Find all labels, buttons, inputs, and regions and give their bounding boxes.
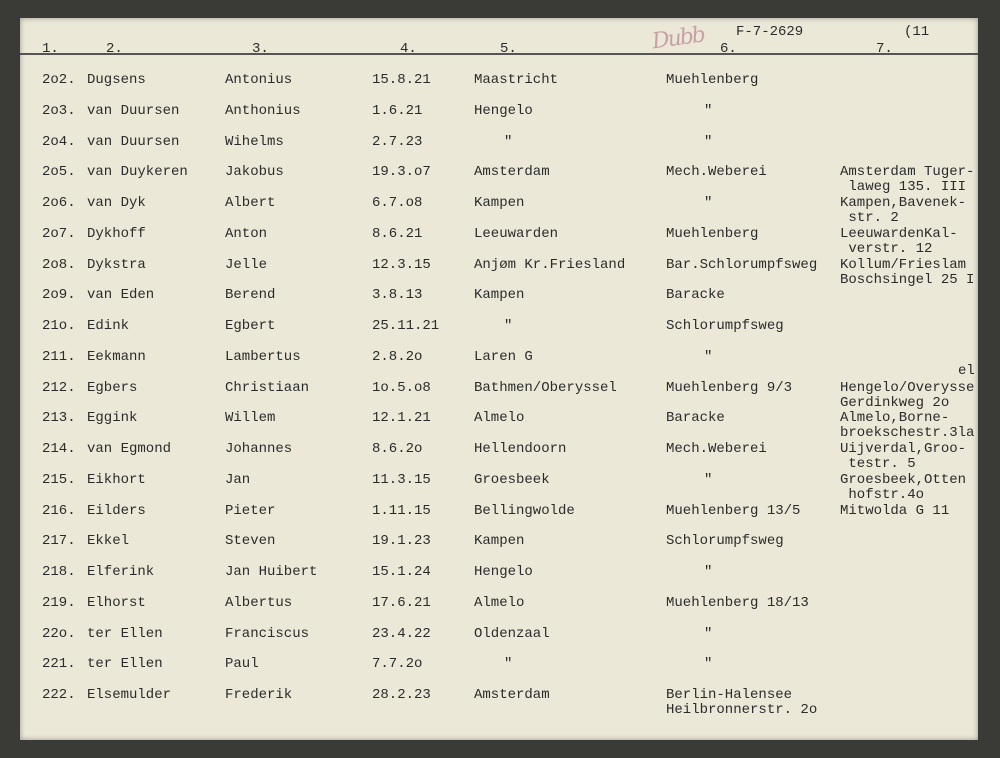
cell-camp: " [704, 349, 713, 365]
cell-birthplace: Laren G [474, 349, 533, 365]
cell-camp: Mech.Weberei [666, 441, 767, 457]
cell-given: Franciscus [225, 626, 310, 642]
cell-given: Berend [225, 287, 276, 303]
column-number-1: 1. [42, 41, 59, 57]
cell-surname: van Duursen [87, 134, 180, 150]
cell-camp: Muehlenberg 18/13 [666, 595, 809, 611]
cell-given: Paul [225, 656, 259, 672]
cell-camp: " [704, 626, 713, 642]
cell-given: Frederik [225, 687, 293, 703]
cell-born: 8.6.21 [372, 226, 423, 242]
cell-address: LeeuwardenKal- verstr. 12 [840, 226, 958, 257]
cell-no: 213. [42, 410, 76, 426]
cell-no: 2o3. [42, 103, 76, 119]
cell-birthplace: Kampen [474, 287, 525, 303]
cell-address: Groesbeek,Otten hofstr.4o [840, 472, 967, 503]
column-number-6: 6. [720, 41, 737, 57]
cell-surname: Elsemulder [87, 687, 172, 703]
cell-born: 7.7.2o [372, 656, 423, 672]
cell-born: 17.6.21 [372, 595, 431, 611]
cell-given: Antonius [225, 72, 293, 88]
cell-camp: Baracke [666, 410, 725, 426]
cell-camp: Berlin-Halensee Heilbronnerstr. 2o [666, 687, 818, 718]
cell-born: 2.8.2o [372, 349, 423, 365]
header-rule [20, 53, 978, 55]
cell-given: Albert [225, 195, 276, 211]
cell-address: Kollum/Frieslam Boschsingel 25 I [840, 257, 975, 288]
column-number-4: 4. [400, 41, 417, 57]
cell-born: 2.7.23 [372, 134, 423, 150]
cell-birthplace: Maastricht [474, 72, 559, 88]
cell-surname: van Egmond [87, 441, 172, 457]
cell-given: Anthonius [225, 103, 301, 119]
cell-given: Jan Huibert [225, 564, 318, 580]
cell-no: 21o. [42, 318, 76, 334]
cell-born: 1.6.21 [372, 103, 423, 119]
cell-birthplace: Oldenzaal [474, 626, 550, 642]
cell-born: 19.3.o7 [372, 164, 431, 180]
cell-born: 3.8.13 [372, 287, 423, 303]
margin-note: el [958, 363, 975, 379]
cell-camp: Muehlenberg 13/5 [666, 503, 801, 519]
cell-birthplace: " [504, 656, 513, 672]
cell-birthplace: Amsterdam [474, 687, 550, 703]
cell-birthplace: Almelo [474, 410, 525, 426]
cell-camp: Mech.Weberei [666, 164, 767, 180]
cell-camp: " [704, 656, 713, 672]
page-number: (11 [904, 24, 930, 40]
cell-no: 22o. [42, 626, 76, 642]
cell-no: 216. [42, 503, 76, 519]
cell-born: 11.3.15 [372, 472, 431, 488]
cell-no: 219. [42, 595, 76, 611]
cell-no: 2o9. [42, 287, 76, 303]
cell-born: 15.1.24 [372, 564, 431, 580]
cell-address: Uijverdal,Groo- testr. 5 [840, 441, 967, 472]
cell-surname: van Duursen [87, 103, 180, 119]
cell-birthplace: Hellendoorn [474, 441, 567, 457]
record-card [20, 18, 978, 740]
cell-born: 23.4.22 [372, 626, 431, 642]
cell-no: 2o4. [42, 134, 76, 150]
cell-no: 2o6. [42, 195, 76, 211]
cell-birthplace: Hengelo [474, 564, 533, 580]
cell-camp: Bar.Schlorumpfsweg [666, 257, 818, 273]
cell-surname: Eilders [87, 503, 146, 519]
cell-born: 1.11.15 [372, 503, 431, 519]
cell-given: Pieter [225, 503, 276, 519]
cell-birthplace: " [504, 134, 513, 150]
cell-no: 221. [42, 656, 76, 672]
cell-surname: Egbers [87, 380, 138, 396]
cell-surname: van Eden [87, 287, 155, 303]
cell-camp: " [704, 472, 713, 488]
cell-camp: Muehlenberg 9/3 [666, 380, 793, 396]
column-number-5: 5. [500, 41, 517, 57]
cell-address: Mitwolda G 11 [840, 503, 950, 519]
cell-camp: Baracke [666, 287, 725, 303]
cell-given: Anton [225, 226, 268, 242]
reference-number: F-7-2629 [736, 24, 804, 40]
cell-address: Almelo,Borne- broekschestr.3la [840, 410, 975, 441]
cell-surname: Ekkel [87, 533, 130, 549]
cell-given: Lambertus [225, 349, 301, 365]
cell-surname: Eggink [87, 410, 138, 426]
cell-given: Jakobus [225, 164, 284, 180]
cell-no: 2o7. [42, 226, 76, 242]
cell-given: Jan [225, 472, 251, 488]
cell-no: 2o2. [42, 72, 76, 88]
cell-birthplace: Kampen [474, 195, 525, 211]
cell-surname: Dykstra [87, 257, 146, 273]
cell-surname: Elferink [87, 564, 155, 580]
cell-born: 12.1.21 [372, 410, 431, 426]
cell-camp: Muehlenberg [666, 226, 759, 242]
column-number-2: 2. [106, 41, 123, 57]
cell-no: 214. [42, 441, 76, 457]
cell-camp: " [704, 564, 713, 580]
cell-surname: Dugsens [87, 72, 146, 88]
cell-born: 6.7.o8 [372, 195, 423, 211]
pencil-annotation: Dubb [650, 22, 706, 55]
cell-surname: ter Ellen [87, 656, 163, 672]
cell-birthplace: Almelo [474, 595, 525, 611]
cell-birthplace: Hengelo [474, 103, 533, 119]
cell-no: 218. [42, 564, 76, 580]
cell-birthplace: " [504, 318, 513, 334]
cell-camp: " [704, 103, 713, 119]
cell-given: Christiaan [225, 380, 310, 396]
cell-given: Albertus [225, 595, 293, 611]
cell-no: 222. [42, 687, 76, 703]
cell-no: 217. [42, 533, 76, 549]
cell-surname: ter Ellen [87, 626, 163, 642]
cell-born: 19.1.23 [372, 533, 431, 549]
cell-born: 25.11.21 [372, 318, 440, 334]
cell-camp: " [704, 134, 713, 150]
cell-birthplace: Amsterdam [474, 164, 550, 180]
cell-born: 8.6.2o [372, 441, 423, 457]
cell-birthplace: Leeuwarden [474, 226, 559, 242]
cell-given: Steven [225, 533, 276, 549]
cell-given: Willem [225, 410, 276, 426]
cell-camp: Schlorumpfsweg [666, 318, 784, 334]
cell-born: 15.8.21 [372, 72, 431, 88]
cell-given: Johannes [225, 441, 293, 457]
cell-birthplace: Bathmen/Oberyssel [474, 380, 617, 396]
cell-surname: Eikhort [87, 472, 146, 488]
cell-surname: Edink [87, 318, 130, 334]
cell-no: 215. [42, 472, 76, 488]
cell-birthplace: Bellingwolde [474, 503, 575, 519]
cell-address: Hengelo/Overysse Gerdinkweg 2o [840, 380, 975, 411]
cell-camp: Muehlenberg [666, 72, 759, 88]
cell-no: 2o5. [42, 164, 76, 180]
cell-camp: " [704, 195, 713, 211]
cell-surname: van Duykeren [87, 164, 188, 180]
cell-no: 212. [42, 380, 76, 396]
cell-address: Amsterdam Tuger- laweg 135. III [840, 164, 975, 195]
cell-given: Jelle [225, 257, 268, 273]
cell-no: 2o8. [42, 257, 76, 273]
cell-born: 12.3.15 [372, 257, 431, 273]
cell-birthplace: Kampen [474, 533, 525, 549]
cell-camp: Schlorumpfsweg [666, 533, 784, 549]
cell-born: 28.2.23 [372, 687, 431, 703]
cell-surname: Eekmann [87, 349, 146, 365]
cell-surname: van Dyk [87, 195, 146, 211]
cell-born: 1o.5.o8 [372, 380, 431, 396]
cell-surname: Dykhoff [87, 226, 146, 242]
cell-surname: Elhorst [87, 595, 146, 611]
cell-birthplace: Groesbeek [474, 472, 550, 488]
cell-birthplace: Anjøm Kr.Friesland [474, 257, 626, 273]
cell-no: 211. [42, 349, 76, 365]
column-number-7: 7. [876, 41, 893, 57]
cell-given: Wihelms [225, 134, 284, 150]
column-number-3: 3. [252, 41, 269, 57]
cell-address: Kampen,Bavenek- str. 2 [840, 195, 967, 226]
cell-given: Egbert [225, 318, 276, 334]
